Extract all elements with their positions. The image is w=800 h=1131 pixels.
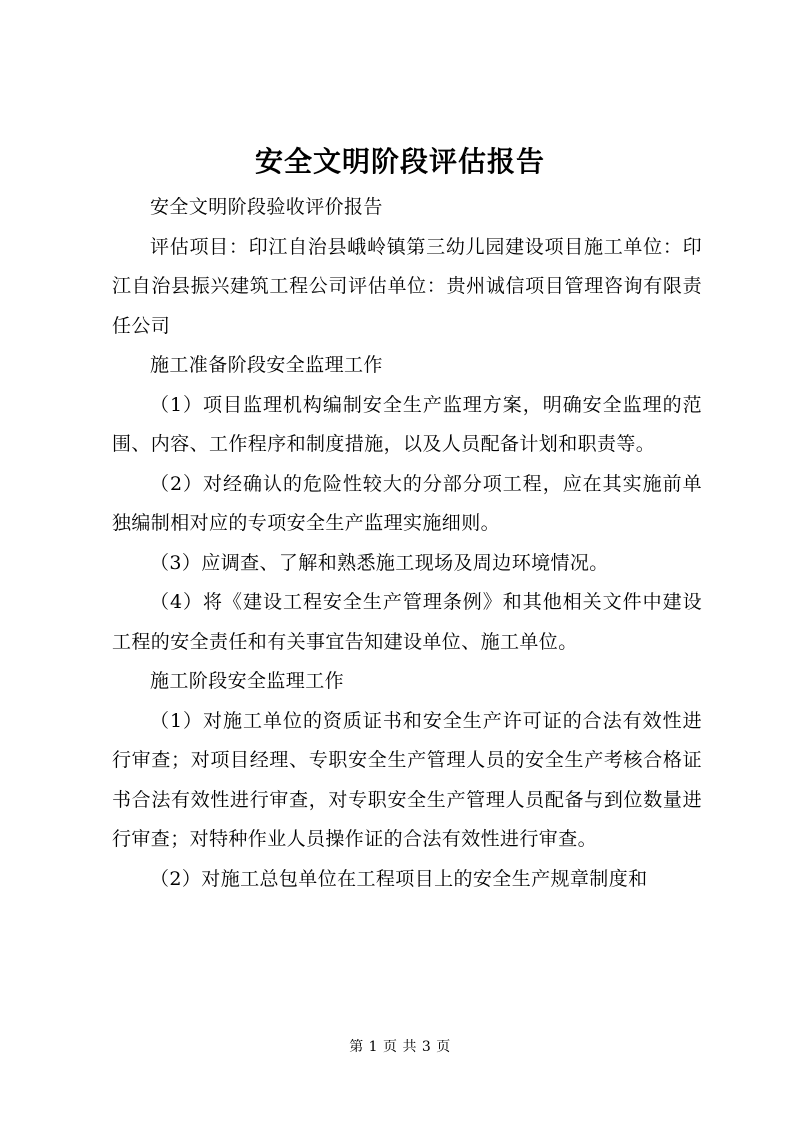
section-heading-construction: 施工阶段安全监理工作	[150, 670, 345, 692]
paragraph-prep-item-1: （1）项目监理机构编制安全生产监理方案，明确安全监理的范围、内容、工作程序和制度措施，以及人员配备计划和职责等。	[112, 393, 702, 455]
paragraph-project-info: 评估项目：印江自治县峨岭镇第三幼儿园建设项目施工单位：印江自治县振兴建筑工程公司评估单位：贵州诚信项目管理咨询有限责任公司	[112, 235, 702, 337]
paragraph-construction-item-2: （2）对施工总包单位在工程项目上的安全生产规章制度和	[150, 867, 648, 890]
document-body	[112, 188, 702, 899]
page-footer: 第 1 页 共 3 页	[349, 1039, 451, 1055]
paragraph-construction-item-1: （1）对施工单位的资质证书和安全生产许可证的合法有效性进行审查；对项目经理、专职安全生产管理人员的安全生产考核合格证书合法有效性进行审查，对专职安全生产管理人员配备与到位数量进行审查；对特种作业人员操作证的合法有效性进行审查。	[112, 709, 702, 850]
paragraph-prep-item-2: （2）对经确认的危险性较大的分部分项工程，应在其实施前单独编制相对应的专项安全生产监理实施细则。	[112, 472, 702, 534]
section-heading-preparation: 施工准备阶段安全监理工作	[150, 354, 383, 376]
paragraph-prep-item-3: （3）应调查、了解和熟悉施工现场及周边环境情况。	[150, 551, 609, 574]
paragraph-subtitle: 安全文明阶段验收评价报告	[150, 196, 383, 218]
document-title: 安全文明阶段评估报告	[254, 145, 545, 178]
paragraph-prep-item-4: （4）将《建设工程安全生产管理条例》和其他相关文件中建设工程的安全责任和有关事宜告知建设单位、施工单位。	[112, 591, 702, 653]
